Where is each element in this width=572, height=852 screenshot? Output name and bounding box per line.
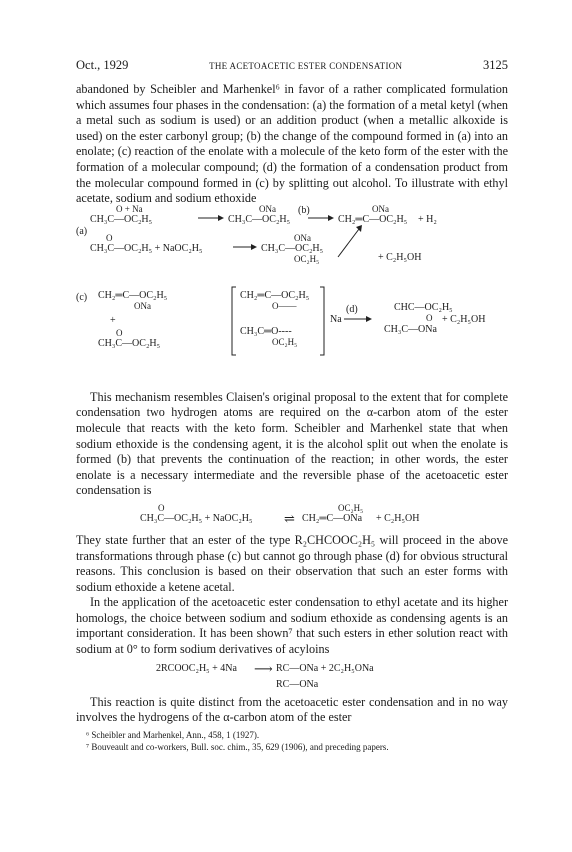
eq-enol-left-top: O bbox=[158, 502, 165, 513]
c-keto: CH₃C—OC₂H₅ bbox=[98, 337, 161, 349]
d-product-line1: CHC—OC₂H₅ bbox=[394, 301, 453, 313]
r1-intermediate: CH₃C—OC₂H₅ bbox=[228, 213, 291, 225]
r2-reactant-top: O bbox=[106, 232, 113, 243]
paragraph-ketene: They state further that an ester of the type R₂CHCOOC₂H₅ will proceed in the above transformations through phase (c) but cannot go through phase (d) for obvious structural reasons. This conclusion is based on their observation that such an ester forms with sodium ethoxide a ketene acetal. bbox=[76, 532, 508, 594]
eq-enol-arrow: ⇌ bbox=[284, 510, 295, 526]
footnotes bbox=[76, 729, 508, 753]
header-title: THE ACETOACETIC ESTER CONDENSATION bbox=[209, 61, 403, 71]
header-page-number: 3125 bbox=[483, 58, 508, 72]
paragraph-distinct: This reaction is quite distinct from the acetoacetic ester condensation and in no way involves the hydrogens of the α-carbon atom of the ester bbox=[76, 694, 508, 725]
c-plus: + bbox=[110, 314, 116, 326]
eq-acyloin-right-top: RC—ONa + 2C₂H₅ONa bbox=[276, 662, 374, 674]
reaction-scheme bbox=[76, 203, 508, 390]
eq-acyloin-left: 2RCOOC₂H₅ + 4Na bbox=[156, 662, 237, 674]
r1-reactant: CH₃C—OC₂H₅ bbox=[90, 213, 153, 225]
r2-product: CH₃C—OC₂H₅ bbox=[261, 242, 324, 254]
journal-page bbox=[76, 58, 508, 753]
r2-product-top: ONa bbox=[294, 232, 311, 243]
c-complex-line1: CH₂═C—OC₂H₅ bbox=[240, 289, 310, 301]
eq-enol-right: CH₂═C—ONa bbox=[302, 512, 363, 524]
r2-product-bot: OC₂H₅ bbox=[294, 253, 320, 264]
c-enolate-bottom: ONa bbox=[134, 300, 151, 311]
paragraph-phases: abandoned by Scheibler and Marhenkel⁶ in favor of a rather complicated formulation which assumes four phases in the condensation: (a) the formation of a metal ketyl (when a metal such as sodium is used) or an addition product (when a metallic alkoxide is used) on the ester carbonyl group; (b) the change of the compound formed in (a) into an enolate; (c) reaction of the enolate with a molecule of the keto form of the ester with the formation of a molecular compound; (d) the formation of a condensation product from the molecular compound formed in (c) by splitting out alcohol. To illustrate with ethyl acetate, sodium and sodium ethoxide bbox=[76, 82, 508, 206]
r1-product: CH₂═C—OC₂H₅ bbox=[338, 213, 408, 225]
eq-enol-left: CH₃C—OC₂H₅ + NaOC₂H₅ bbox=[140, 512, 253, 524]
c-complex-sodium: Na bbox=[330, 313, 342, 325]
equation-enolate bbox=[76, 503, 508, 533]
eq-enol-right-top: OC₂H₅ bbox=[338, 502, 364, 513]
label-d: (d) bbox=[346, 303, 358, 315]
c-complex-line3: CH₃C═O---- bbox=[240, 325, 292, 337]
running-header bbox=[76, 58, 508, 82]
c-enolate: CH₂═C—OC₂H₅ bbox=[98, 289, 168, 301]
r1-intermediate-top: ONa bbox=[259, 203, 276, 214]
label-b: (b) bbox=[298, 204, 310, 216]
d-ethanol: + C₂H₅OH bbox=[442, 313, 486, 325]
r1-hydrogen: + H₂ bbox=[418, 213, 437, 225]
eq-acyloin-arrow: ⟶ bbox=[254, 660, 273, 676]
label-a: (a) bbox=[76, 225, 88, 237]
d-product-line3: CH₃C—ONa bbox=[384, 323, 437, 335]
c-complex-line4: OC₂H₅ bbox=[272, 336, 298, 347]
paragraph-claisen: This mechanism resembles Claisen's original proposal to the extent that for complete condensation two hydrogen atoms are required on the α-carbon atom of the ester molecule that reacts with the keto form. Scheibler and Marhenkel state that when sodium ethoxide is the condensing agent, it is the alcohol split out when the enolate is formed (b) that prevents the continuation of the reaction; in other words, the ester enolate is a necessary intermediate and the reversible phase of the acetoacetic ester condensation is bbox=[76, 389, 508, 498]
header-date: Oct., 1929 bbox=[76, 58, 129, 72]
footnote-7: ⁷ Bouveault and co-workers, Bull. soc. chim., 35, 629 (1906), and preceding papers. bbox=[86, 741, 389, 752]
r1-product-top: ONa bbox=[372, 203, 389, 214]
label-c: (c) bbox=[76, 291, 88, 303]
r2-ethanol: + C₂H₅OH bbox=[378, 251, 422, 263]
r1-reactant-top: O + Na bbox=[116, 203, 143, 214]
footnote-6: ⁶ Scheibler and Marhenkel, Ann., 458, 1 (1927). bbox=[86, 729, 260, 740]
r2-reactant: CH₃C—OC₂H₅ + NaOC₂H₅ bbox=[90, 242, 203, 254]
eq-enol-right-tail: + C₂H₅OH bbox=[376, 512, 420, 524]
eq-acyloin-right-bottom: RC—ONa bbox=[276, 678, 319, 690]
d-product-line2: O bbox=[426, 312, 433, 323]
equation-acyloin bbox=[76, 661, 508, 695]
c-complex-line2: O—— bbox=[272, 300, 297, 311]
paragraph-condensing-agents: In the application of the acetoacetic ester condensation to ethyl acetate and its higher homologs, the choice between sodium and sodium ethoxide as condensing agents is an important consideration. It has been shown⁷ that such esters in ether solution react with sodium at 0° to form sodium derivatives of acyloins bbox=[76, 595, 508, 657]
c-keto-top: O bbox=[116, 327, 123, 338]
